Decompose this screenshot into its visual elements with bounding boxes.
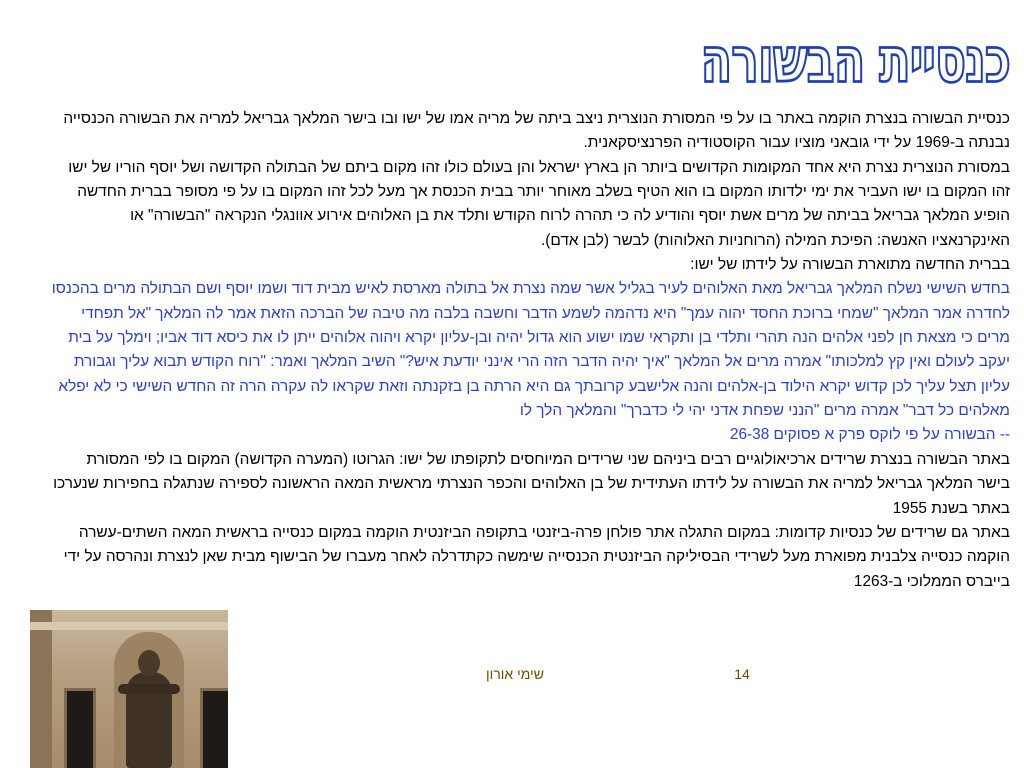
paragraph-ancient-churches: באתר גם שרידים של כנסיות קדומות: במקום התגלה אתר פולחן פרה-ביזנטי בתקופה הביזנטית הוקמה במקום כנסייה בראשית המאה השתים-עשרה הוקמה כנסייה צלבנית מפוארת מעל לשרידי הבסיליקה הביזנטית הכנסייה שימשה כקתדרלה לאחר מעברו של הבישוף מבית שאן לנצרת ונהרסה על ידי בייברס הממלוכי ב-1263 bbox=[63, 523, 1010, 590]
paragraph-tradition: במסורת הנוצרית נצרת היא אחד המקומות הקדושים ביותר הן בארץ ישראל והן בעולם כולו זהו מקום ביתם של הבתולה הקדושה ושל יוסף הוריו של ישו זהו המקום בו ישו העביר את ימי ילדותו המקום בו הוא הטיף בשלב מאוחר יותר בבית הכנסת אך מעל לכל זהו המקום בו על פי מסופר בברית החדשה הופיע המלאך גבריאל בביתה של מרים אשת יוסף והודיע לה כי תהרה לרוח הקודש ותלד את בן האלוהים אירוע אוונגלי הנקראה "הבשורה" או האינקרנאציו האנשה: הפיכת המילה (הרוחניות האלוהות) לבשר (לבן אדם). bbox=[68, 158, 1010, 249]
photo-window-left bbox=[64, 688, 96, 768]
statue-photo bbox=[30, 610, 228, 768]
footer-author: שימי אורון bbox=[486, 666, 544, 682]
photo-window-right bbox=[200, 688, 228, 768]
gospel-citation: -- הבשורה על פי לוקס פרק א פסוקים 26-38 bbox=[729, 426, 1010, 444]
slide-title: כנסיית הבשורה bbox=[700, 23, 1010, 97]
statue-arms bbox=[118, 684, 180, 694]
photo-ledge bbox=[30, 622, 228, 630]
photo-pillar bbox=[30, 610, 52, 768]
gospel-quote: בחדש השישי נשלח המלאך גבריאל מאת האלוהים לעיר בגליל אשר שמה נצרת אל בתולה מארסת לאיש מבית דוד ושמו יוסף ושם הבתולה מרים בהכנסו לחדרה אמר המלאך "שמחי ברוכת החסד יהוה עמך" היא נדהמה לשמע הדבר וחשבה בלבה מה טיבה של הברכה הזאת אמר לה המלאך "אל תפחדי מרים כי מצאת חן לפני אלהים הנה תהרי ותלדי בן ותקראי שמו ישוע הוא גדול יהיה ובן-עליון יקרא ויהוה אלוהים ייתן לו את כיסא דוד אביו; וימלך על בית יעקב לעולם ואין קץ למלכותו" אמרה מרים אל המלאך "איך יהיה הדבר הזה הרי אינני יודעת איש?" השיב המלאך ואמר: "רוח הקודש תבוא עליך וגבורת עליון תצל עליך לכן קדוש יקרא הילוד בן-אלהים והנה אלישבע קרובתך גם היא הרתה בן בזקנתה וזאת שקראו לה עקרה הרה זה החדש השישי כי לא יפלא מאלהים כל דבר" אמרה מרים "הנני שפחת אדני יהי לי כדברך" והמלאך הלך לו bbox=[51, 280, 1010, 420]
statue-head bbox=[138, 650, 160, 676]
page-number: 14 bbox=[734, 666, 750, 682]
slide-body bbox=[50, 107, 1010, 594]
paragraph-intro: כנסיית הבשורה בנצרת הוקמה באתר בו על פי המסורת הנוצרית ניצב ביתה של מריה אמו של ישו ובו בישר המלאך גבריאל למריה את הבשורה הכנסייה נבנתה ב-1969 על ידי גובאני מוציו עבור הקוסטודיה הפרנציסקאנית. bbox=[63, 110, 1010, 152]
paragraph-new-testament: בברית החדשה מתוארת הבשורה על לידתו של ישו: bbox=[690, 256, 1010, 274]
paragraph-archaeology: באתר הבשורה בנצרת שרידים ארכיאולוגיים רבים ביניהם שני שרידים המיוחסים לתקופתו של ישו: הגרוטו (המערה הקדושה) המקום בו לפי המסורת בישר המלאך גבריאל למריה את הבשורה על לידתו העתידית של בן האלוהים והכפר הנצרתי מראשית המאה הראשונה לספירה שנתגלה בחפירות שנערכו באתר בשנת 1955 bbox=[53, 450, 1010, 517]
